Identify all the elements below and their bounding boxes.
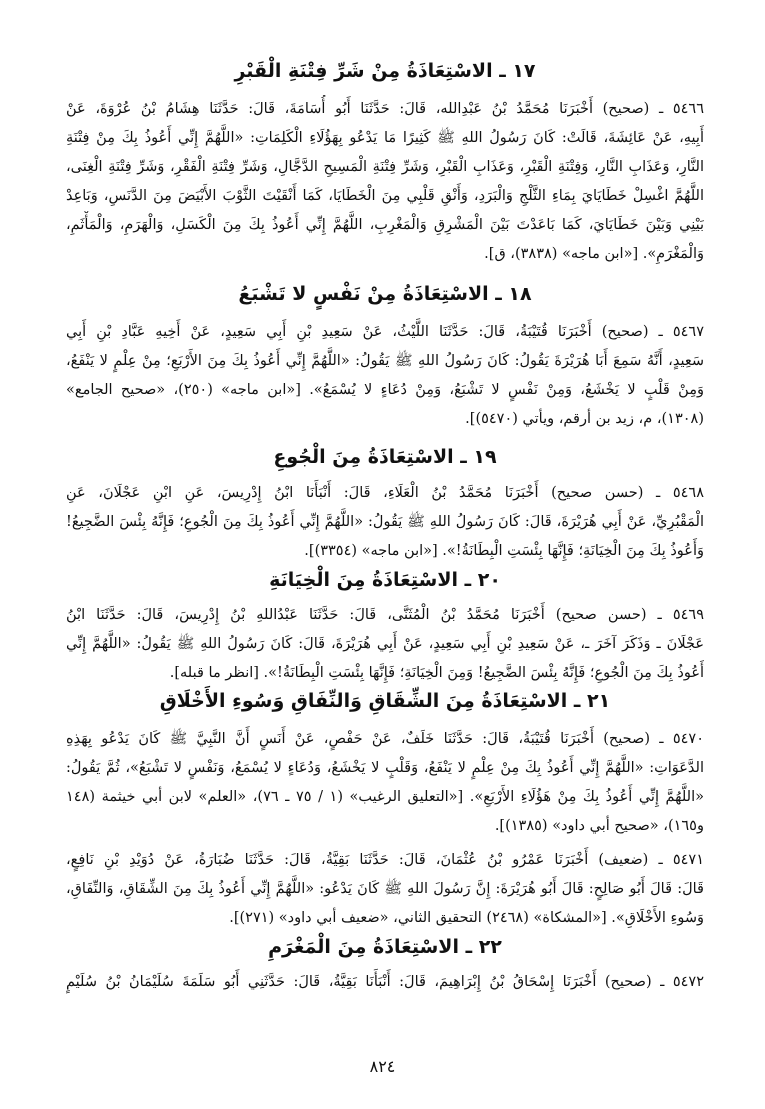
text-line: «اللَّهُمَّ إِنِّي أَعُوذُ بِكَ مِنْ هَؤُلَاءِ الأَرْبَعِ». [«التعليق الرغيب» (١ / ٧٥ ـ ٧٦)، «العلم» لابن أبي خيثمة (١٤٨ [66, 789, 704, 805]
hadith-5467 [66, 318, 704, 434]
chapter-heading-18: ١٨ ـ الاسْتِعَاذَةُ مِنْ نَفْسٍ لا تَشْبَعُ [238, 283, 532, 305]
hadith-5471 [66, 846, 704, 933]
text-line: ٥٤٧١ ـ (ضعيف) أَخْبَرَنَا عَمْرُو بْنُ عُثْمَانَ، قَالَ: حَدَّثَنَا بَقِيَّةُ، قَالَ: حَدَّثَنَا ضُبَارَةُ، عَنْ دُوَيْدِ بْنِ نَافِعٍ، [66, 852, 704, 868]
hadith-5470 [66, 725, 704, 841]
text-line: ٥٤٧٢ ـ (صحيح) أَخْبَرَنَا إِسْحَاقُ بْنُ إِبْرَاهِيمَ، قَالَ: أَنْبَأَنَا بَقِيَّةُ، قَالَ: حَدَّثَنِي أَبُو سَلَمَةَ سُلَيْمَانُ بْنُ سُلَيْمٍ [66, 974, 704, 990]
text-line: أَبِيهِ، عَنْ عَائِشَةَ، قَالَتْ: كَانَ رَسُولُ اللهِ ﷺ كَثِيرًا مَا يَدْعُو بِهَؤُلَاءِ الْكَلِمَاتِ: «اللَّهُمَّ إِنِّي أَعُوذُ بِكَ مِنْ فِتْنَةِ [66, 130, 704, 146]
text-line: أَعُوذُ بِكَ مِنَ الْجُوعِ؛ فَإِنَّهُ بِئْسَ الضَّجِيعُ! وَمِنَ الْخِيَانَةِ؛ فَإِنَّهَا بِئْسَتِ الْبِطَانَةُ!». [انظر ما قبله]. [169, 665, 704, 681]
text-line: قَالَ: قَالَ أَبُو صَالِحٍ: قَالَ أَبُو هُرَيْرَةَ: إِنَّ رَسُولَ اللهِ ﷺ كَانَ يَدْعُو: «اللَّهُمَّ إِنِّي أَعُوذُ بِكَ مِنَ الشِّقَاقِ، وَالنِّفَاقِ، [66, 881, 704, 897]
text-line: (١٣٠٨)، م، زيد بن أرقم، ويأتي (٥٤٧٠)]. [465, 411, 704, 427]
hadith-5469 [66, 601, 704, 688]
hadith-5466 [66, 95, 704, 269]
text-line: عَجْلَانَ ـ وَذَكَرَ آخَرَ ـ، عَنْ سَعِيدِ بْنِ أَبِي سَعِيدٍ، عَنْ أَبِي هُرَيْرَةَ، قَالَ: كَانَ رَسُولُ اللهِ ﷺ يَقُولُ: «اللَّهُمَّ إِنِّي [66, 636, 704, 652]
text-line: الْمَقْبُرِيِّ، عَنْ أَبِي هُرَيْرَةَ، قَالَ: كَانَ رَسُولُ اللهِ ﷺ يَقُولُ: «اللَّهُمَّ إِنِّي أَعُوذُ بِكَ مِنَ الْجُوعِ؛ فَإِنَّهُ بِئْسَ الضَّجِيعُ! [66, 514, 704, 530]
chapter-heading-17: ١٧ ـ الاسْتِعَاذَةُ مِنْ شَرِّ فِتْنَةِ الْقَبْرِ [234, 60, 536, 82]
text-line: وَالْمَغْرَمِ». [«ابن ماجه» (٣٨٣٨)، ق]. [484, 246, 704, 262]
text-line: ٥٤٦٧ ـ (صحيح) أَخْبَرَنَا قُتَيْبَةُ، قَالَ: حَدَّثَنَا اللَّيْثُ، عَنْ سَعِيدِ بْنِ أَبِي سَعِيدٍ، عَنْ أَخِيهِ عَبَّادِ بْنِ أَبِي [66, 324, 704, 340]
text-line: الدَّعَوَاتِ: «اللَّهُمَّ إِنِّي أَعُوذُ بِكَ مِنْ عِلْمٍ لا يَنْفَعُ، وَقَلْبٍ لا يَخْشَعُ، وَدُعَاءٍ لا يُسْمَعُ، وَنَفْسٍ لا تَشْبَعُ»، ثُمَّ يَقُولُ: [66, 760, 704, 776]
hadith-5468 [66, 479, 704, 566]
chapter-heading-22: ٢٢ ـ الاسْتِعَاذَةُ مِنَ الْمَغْرَمِ [268, 936, 502, 958]
page-number: ٨٢٤ [369, 1057, 396, 1076]
chapter-heading-21: ٢١ ـ الاسْتِعَاذَةُ مِنَ الشِّقَاقِ وَالنِّفَاقِ وَسُوءِ الأَخْلَاقِ [159, 690, 611, 712]
text-line: وَأَعُوذُ بِكَ مِنَ الْخِيَانَةِ؛ فَإِنَّهَا بِئْسَتِ الْبِطَانَةُ!». [«ابن ماجه» (٣٣٥٤)]. [304, 543, 704, 559]
text-line: ٥٤٦٩ ـ (حسن صحيح) أَخْبَرَنَا مُحَمَّدُ بْنُ الْمُثَنَّى، قَالَ: حَدَّثَنَا عَبْدُاللهِ بْنُ إِدْرِيسَ، قَالَ: حَدَّثَنَا ابْنُ [66, 607, 704, 623]
text-line: و١٦٥)، «صحيح أبي داود» (١٣٨٥)]. [494, 818, 704, 834]
text-line: اللَّهُمَّ اغْسِلْ خَطَايَايَ بِمَاءِ الثَّلْجِ وَالْبَرَدِ، وَأَنْقِ قَلْبِي مِنَ الْخَطَايَا، كَمَا أَنْقَيْتَ الثَّوْبَ الأَبْيَضَ مِنَ الدَّنَسِ، وَبَاعِدْ [66, 188, 704, 204]
text-line: بَيْنِي وَبَيْنَ خَطَايَايَ، كَمَا بَاعَدْتَ بَيْنَ الْمَشْرِقِ وَالْمَغْرِبِ، اللَّهُمَّ إِنِّي أَعُوذُ بِكَ مِنَ الْكَسَلِ، وَالْهَرَمِ، وَالْمَأْثَمِ، [66, 217, 704, 233]
chapter-heading-20: ٢٠ ـ الاسْتِعَاذَةُ مِنَ الْخِيَانَةِ [269, 569, 501, 591]
text-line: وَسُوءِ الأَخْلَاقِ». [«المشكاة» (٢٤٦٨) التحقيق الثاني، «ضعيف أبي داود» (٢٧١)]. [229, 910, 704, 926]
text-line: سَعِيدٍ، أَنَّهُ سَمِعَ أَبَا هُرَيْرَةَ يَقُولُ: كَانَ رَسُولُ اللهِ ﷺ يَقُولُ: «اللَّهُمَّ إِنِّي أَعُوذُ بِكَ مِنَ الأَرْبَعِ؛ مِنْ عِلْمٍ لا يَنْفَعُ، [66, 353, 704, 369]
text-line: وَمِنْ قَلْبٍ لا يَخْشَعُ، وَمِنْ نَفْسٍ لا تَشْبَعُ، وَمِنْ دُعَاءٍ لا يُسْمَعُ». [«ابن ماجه» (٢٥٠)، «صحيح الجامع» [66, 382, 704, 398]
hadith-5472 [66, 968, 704, 997]
chapter-heading-19: ١٩ ـ الاسْتِعَاذَةُ مِنَ الْجُوعِ [273, 446, 497, 468]
text-line: ٥٤٦٦ ـ (صحيح) أَخْبَرَنَا مُحَمَّدُ بْنُ عَبْدِالله، قَالَ: حَدَّثَنَا أَبُو أُسَامَةَ، قَالَ: حَدَّثَنَا هِشَامُ بْنُ عُرْوَةَ، عَنْ [66, 101, 704, 117]
text-line: ٥٤٦٨ ـ (حسن صحيح) أَخْبَرَنَا مُحَمَّدُ بْنُ الْعَلَاءِ، قَالَ: أَنْبَأَنَا ابْنُ إِدْرِيسَ، عَنِ ابْنِ عَجْلَانَ، عَنِ [66, 485, 704, 501]
text-line: ٥٤٧٠ ـ (صحيح) أَخْبَرَنَا قُتَيْبَةُ، قَالَ: حَدَّثَنَا خَلَفٌ، عَنْ حَفْصٍ، عَنْ أَنَسٍ أَنَّ النَّبِيَّ ﷺ كَانَ يَدْعُو بِهَذِهِ [66, 731, 704, 747]
text-line: النَّارِ، وَعَذَابِ النَّارِ، وَفِتْنَةِ الْقَبْرِ، وَعَذَابِ الْقَبْرِ، وَشَرِّ فِتْنَةِ الْمَسِيحِ الدَّجَّالِ، وَشَرِّ فِتْنَةِ الْفَقْرِ، وَشَرِّ فِتْنَةِ الْغِنَى، [66, 159, 704, 175]
